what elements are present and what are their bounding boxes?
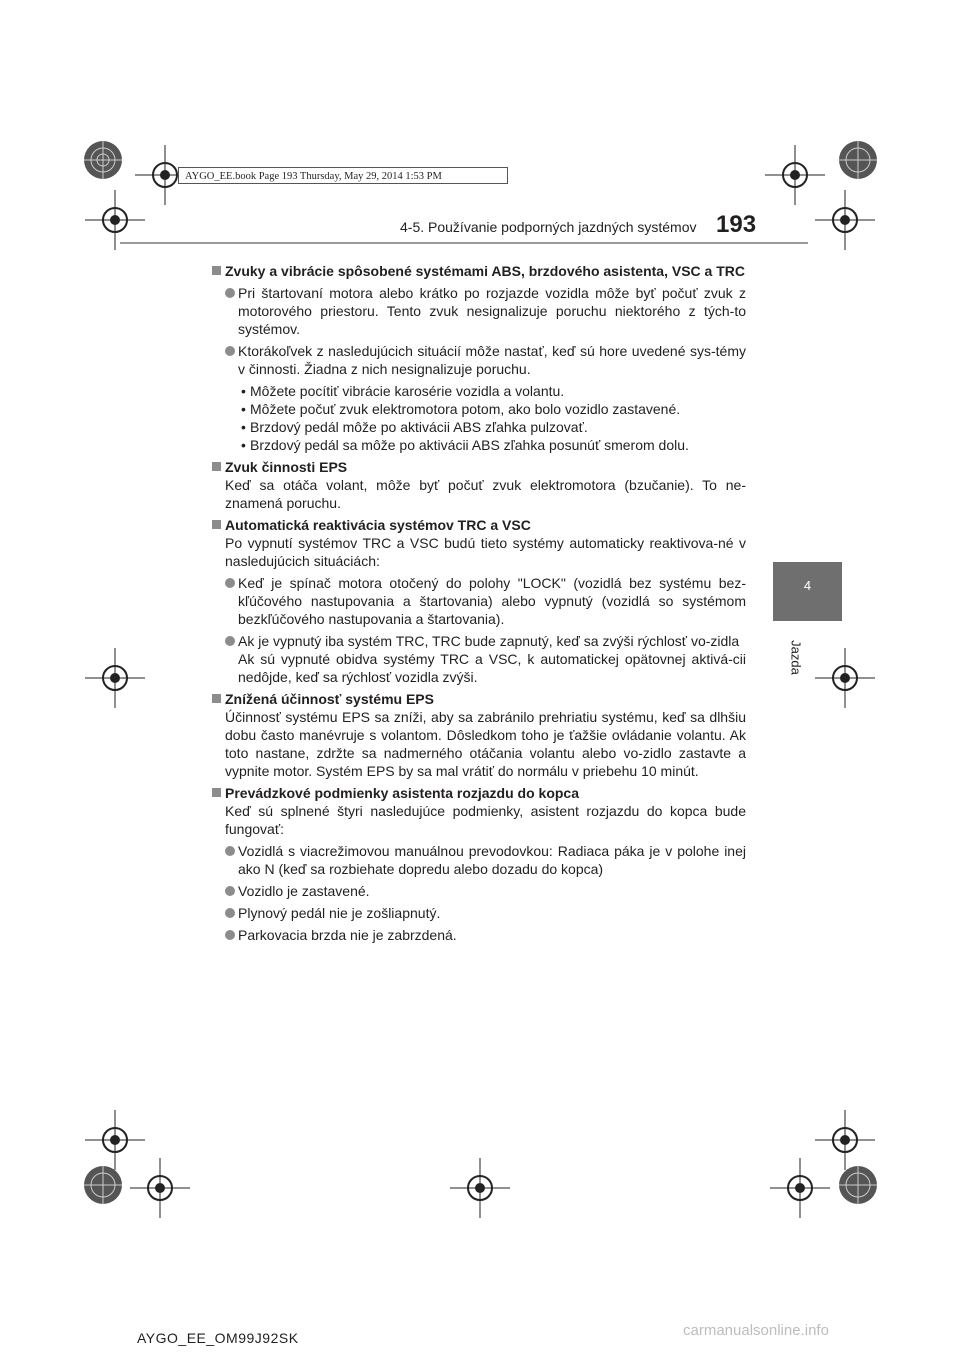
crosshair-mark-icon (815, 648, 875, 708)
list-item: Môžete pocítiť vibrácie karosérie vozidla a volantu. (250, 383, 565, 399)
bullet-text: Parkovacia brzda nie je zabrzdená. (238, 927, 457, 943)
crosshair-mark-icon (770, 1158, 830, 1218)
chapter-tab (773, 562, 842, 621)
section-title: Automatická reaktivácia systémov TRC a VSC (225, 517, 531, 533)
circle-bullet-icon (225, 846, 235, 856)
document-code: AYGO_EE_OM99J92SK (137, 1330, 299, 1346)
section-title: Prevádzkové podmienky asistenta rozjazdu do kopca (225, 785, 579, 801)
circle-bullet-icon (225, 346, 235, 356)
square-bullet-icon (212, 520, 221, 529)
registration-mark-icon (83, 1165, 123, 1205)
registration-mark-icon (83, 140, 123, 180)
registration-mark-icon (838, 1165, 878, 1205)
section-title: Zvuk činnosti EPS (225, 459, 348, 475)
section-title: Znížená účinnosť systému EPS (225, 691, 434, 707)
bullet-text: Vozidlá s viacrežimovou manuálnou prevodovkou: Radiaca páka je v polohe inej ako N (keď sa rozbiehate dopredu alebo dozadu do kopca) (238, 843, 746, 877)
section-text: Keď sú splnené štyri nasledujúce podmienky, asistent rozjazdu do kopca bude fungovať: (225, 803, 746, 837)
circle-bullet-icon (225, 288, 235, 298)
bullet-text: Keď je spínač motora otočený do polohy "LOCK" (vozidlá bez systému bez-kľúčového nastupovania a štartovania) alebo vypnutý (vozidlá so systémom bezkľúčového nastupovania a štartovania). (238, 575, 746, 627)
header-divider (120, 242, 808, 244)
crosshair-mark-icon (85, 648, 145, 708)
section-eps-sound (212, 458, 746, 512)
list-item: Brzdový pedál sa môže po aktivácii ABS zľahka posunúť smerom dolu. (250, 437, 689, 453)
square-bullet-icon (212, 788, 221, 797)
list-item: Brzdový pedál môže po aktivácii ABS zľahka pulzovať. (250, 419, 588, 435)
section-trc-vsc-reactivation (212, 516, 746, 686)
main-content (212, 262, 746, 948)
section-abs-sounds: Zvuky a vibrácie spôsobené systémami ABS, brzdového asistenta, VSC a TRC Pri štartovaní motora alebo krátko po rozjazde vozidla môže byť počuť zvuk z motorového priestoru. Tento zvuk nesignalizuje poruchu niektorého z tých-to systémov. Ktorákoľvek z nasledujúcich situácií môže nastať, keď sú hore uvedené sys-témy v činnosti. Žiadna z nich nesignalizuje poruchu. • Môžete pocítiť vibrácie karosérie vozidla a volantu. • Môžete počuť zvuk elektromotora potom, ako bolo vozidlo zastavené. • Brzdový pedál môže po aktivácii ABS zľahka pulzovať. • Brzdový pedál sa môže po aktivácii ABS zľahka posunúť smerom dolu. (212, 262, 746, 454)
circle-bullet-icon (225, 886, 235, 896)
crosshair-mark-icon (130, 1158, 190, 1218)
circle-bullet-icon (225, 908, 235, 918)
bullet-text: Ktorákoľvek z nasledujúcich situácií môže nastať, keď sú hore uvedené sys-témy v činnosti. Žiadna z nich nesignalizuje poruchu. (238, 343, 746, 377)
list-item: Môžete počuť zvuk elektromotora potom, ako bolo vozidlo zastavené. (250, 401, 681, 417)
circle-bullet-icon (225, 578, 235, 588)
crosshair-mark-icon (85, 190, 145, 250)
chapter-label: Jazda (788, 640, 804, 675)
crosshair-mark-icon (815, 190, 875, 250)
section-hill-start (212, 784, 746, 944)
page-number: 193 (716, 211, 757, 238)
chapter-number: 4 (803, 578, 812, 593)
registration-mark-icon (838, 140, 878, 180)
bullet-text: Vozidlo je zastavené. (238, 883, 370, 899)
bullet-text: Plynový pedál nie je zošliapnutý. (238, 905, 441, 921)
square-bullet-icon (212, 462, 221, 471)
square-bullet-icon (212, 266, 221, 275)
section-title: Zvuky a vibrácie spôsobené systémami ABS, brzdového asistenta, VSC a TRC (225, 263, 745, 279)
circle-bullet-icon (225, 930, 235, 940)
section-text: Po vypnutí systémov TRC a VSC budú tieto systémy automaticky reaktivova-né v nasledujúcich situáciách: (225, 535, 746, 569)
bullet-text: Pri štartovaní motora alebo krátko po rozjazde vozidla môže byť počuť zvuk z motorového priestoru. Tento zvuk nesignalizuje poruchu niektorého z tých-to systémov. (238, 285, 746, 337)
watermark: carmanualsonline.info (683, 1322, 829, 1339)
square-bullet-icon (212, 694, 221, 703)
crosshair-mark-icon (450, 1158, 510, 1218)
print-info: AYGO_EE.book Page 193 Thursday, May 29, 2014 1:53 PM (178, 167, 508, 184)
section-eps-reduced (212, 690, 746, 780)
circle-bullet-icon (225, 636, 235, 646)
section-header: 4-5. Používanie podporných jazdných systémov (400, 219, 697, 235)
bullet-extra-text: Ak sú vypnuté obidva systémy TRC a VSC, k automatickej opätovnej aktivá-cii nedôjde, keď sa rýchlosť vozidla zvýši. (238, 651, 746, 685)
bullet-text: Ak je vypnutý iba systém TRC, TRC bude zapnutý, keď sa zvýši rýchlosť vo-zidla (238, 633, 740, 649)
section-text: Keď sa otáča volant, môže byť počuť zvuk elektromotora (bzučanie). To ne-znamená poruchu. (225, 477, 746, 511)
section-text: Účinnosť systému EPS sa zníži, aby sa zabránilo prehriatiu systému, keď sa dlhšiu dobu často manévruje s volantom. Dôsledkom toho je ťažšie ovládanie volantu. Ak toto nastane, zdržte sa nadmerného otáčania volantu alebo vo-zidlo zastavte a vypnite motor. Systém EPS by sa mal vrátiť do normálu v priebehu 10 minút. (225, 709, 746, 779)
